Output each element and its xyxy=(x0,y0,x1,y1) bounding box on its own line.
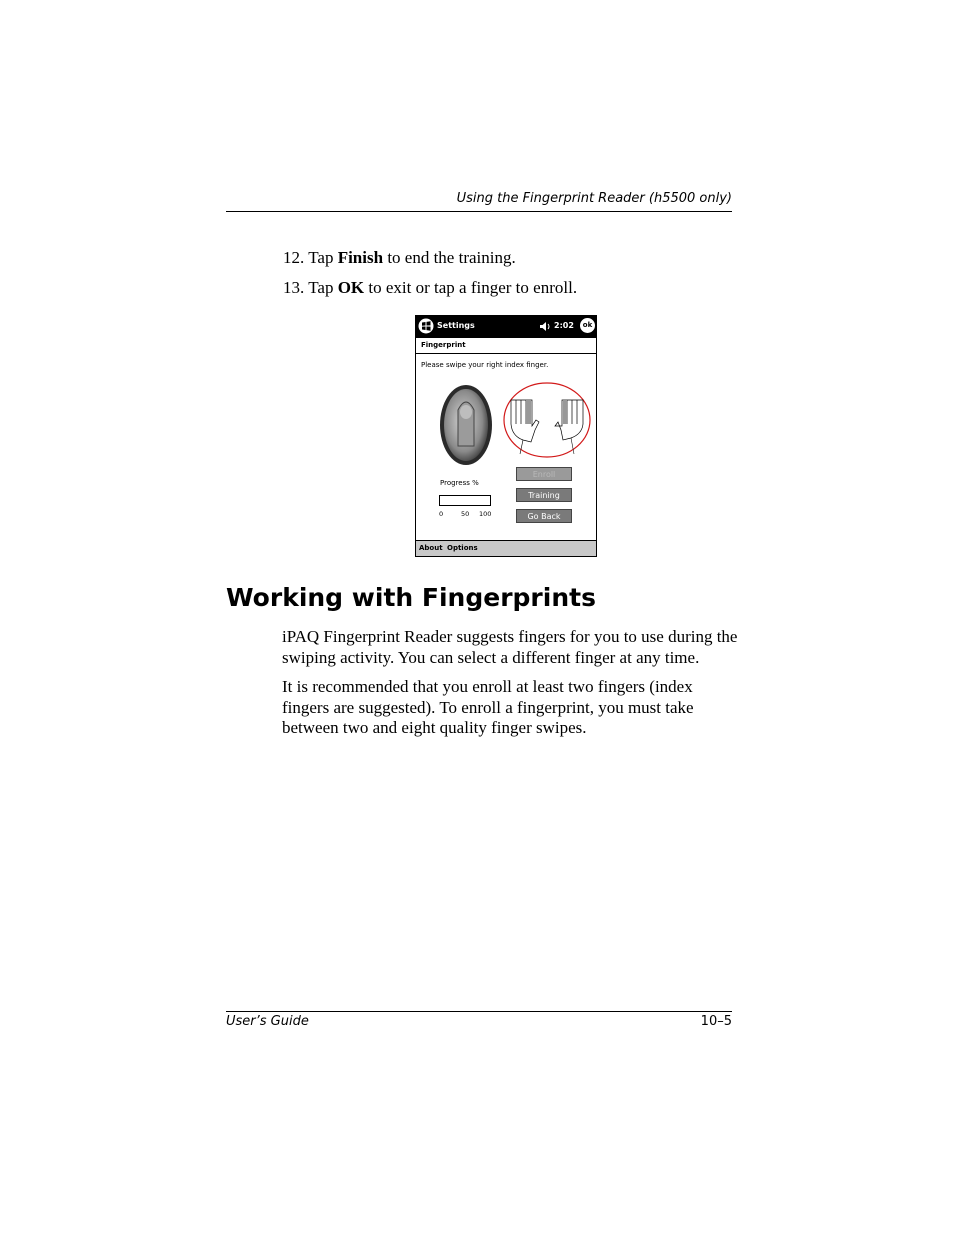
step-13 xyxy=(283,278,577,298)
subheader-divider xyxy=(416,353,596,354)
screen-subheader: Fingerprint xyxy=(421,341,466,349)
header-rule xyxy=(226,211,732,212)
step-text: to exit or tap a finger to enroll. xyxy=(368,278,578,297)
progress-tick: 100 xyxy=(479,510,492,518)
footer-guide-title: User’s Guide xyxy=(226,1014,309,1029)
step-text: to end the training. xyxy=(387,248,516,267)
running-header: Using the Fingerprint Reader (h5500 only) xyxy=(456,191,732,206)
step-keyword: OK xyxy=(337,278,365,297)
menu-options[interactable]: Options xyxy=(447,544,478,552)
speaker-icon[interactable] xyxy=(539,321,551,332)
app-title: Settings xyxy=(437,321,475,330)
menu-about[interactable]: About xyxy=(419,544,443,552)
ok-button[interactable]: ok xyxy=(580,318,595,333)
hand-finger-selector[interactable] xyxy=(503,382,591,458)
page-number: 10–5 xyxy=(700,1014,732,1029)
step-keyword: Finish xyxy=(337,248,384,267)
step-number: 12. xyxy=(283,248,305,267)
device-screenshot xyxy=(415,315,597,557)
body-paragraph: It is recommended that you enroll at least two fingers (index fingers are suggested). To enroll a fingerprint, you must take between two and eight quality finger swipes. xyxy=(282,677,694,737)
progress-tick: 50 xyxy=(461,510,470,518)
progress-label: Progress % xyxy=(440,479,479,487)
step-number: 13. xyxy=(283,278,305,297)
footer-rule xyxy=(226,1011,732,1012)
progress-bar xyxy=(439,495,491,506)
swipe-prompt: Please swipe your right index finger. xyxy=(421,361,549,369)
section-heading: Working with Fingerprints xyxy=(226,583,596,612)
title-bar xyxy=(416,316,596,338)
progress-tick: 0 xyxy=(439,510,444,518)
right-index-finger-highlight xyxy=(526,400,531,424)
fingerprint-sensor-image xyxy=(439,384,493,466)
menu-bar xyxy=(416,540,596,556)
step-text: Tap xyxy=(308,248,334,267)
go-back-button[interactable]: Go Back xyxy=(516,509,572,523)
body-paragraph: iPAQ Fingerprint Reader suggests fingers for you to use during the swiping activity. You can select a different finger at any time. xyxy=(282,627,738,667)
windows-start-icon[interactable] xyxy=(418,318,434,334)
left-index-finger-highlight xyxy=(563,400,567,424)
clock-time[interactable]: 2:02 xyxy=(554,321,574,330)
enroll-button[interactable]: Enroll xyxy=(516,467,572,481)
training-button[interactable]: Training xyxy=(516,488,572,502)
step-text: Tap xyxy=(308,278,334,297)
step-12 xyxy=(283,248,516,268)
